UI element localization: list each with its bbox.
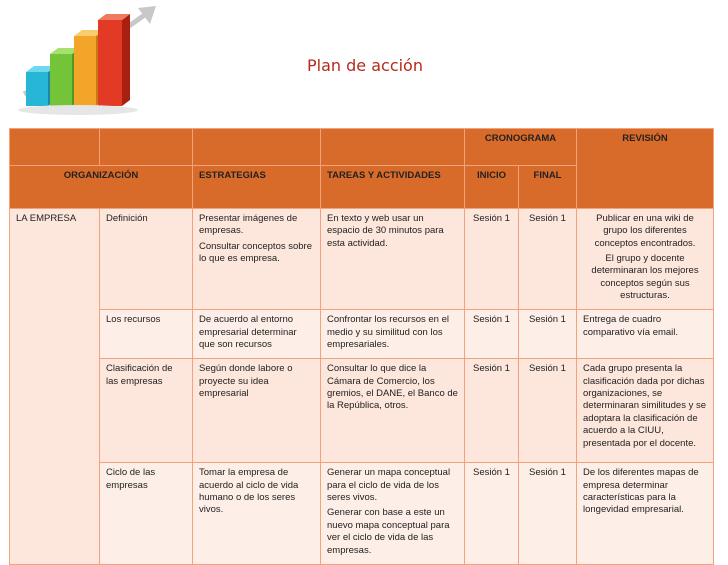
estrategias-header: ESTRATEGIAS bbox=[193, 166, 321, 209]
inicio-cell: Sesión 1 bbox=[465, 310, 519, 359]
inicio-header: INICIO bbox=[465, 166, 519, 209]
task-line: Consultar lo que dice la Cámara de Comercio, los gremios, el DANE, el Banco de la República, otros. bbox=[327, 363, 458, 412]
table-row bbox=[10, 463, 714, 564]
subtopic-cell: Definición bbox=[100, 209, 193, 310]
revision-line: Cada grupo presenta la clasificación dada por dichas organizaciones, se determinaran similitudes y se adoptara la clasificación de acuerdo a la CIUU, presentada por el docente. bbox=[583, 363, 707, 449]
strategy-line: Presentar imágenes de empresas. bbox=[199, 213, 298, 237]
organizacion-header: ORGANIZACIÓN bbox=[10, 166, 193, 209]
revision-line: De los diferentes mapas de empresa determinar características para la longevidad empresarial. bbox=[583, 467, 699, 516]
revision-cell bbox=[577, 359, 714, 463]
strategy-cell bbox=[193, 359, 321, 463]
strategy-line: De acuerdo al entorno empresarial determinar que son recursos bbox=[199, 314, 297, 351]
inicio-cell: Sesión 1 bbox=[465, 359, 519, 463]
table-row bbox=[10, 209, 714, 310]
inicio-cell: Sesión 1 bbox=[465, 463, 519, 564]
tareas-header: TAREAS Y ACTIVIDADES bbox=[321, 166, 465, 209]
strategy-cell bbox=[193, 310, 321, 359]
strategy-line: Consultar conceptos sobre lo que es empresa. bbox=[199, 240, 313, 265]
subtopic-cell: Los recursos bbox=[100, 310, 193, 359]
task-line: Generar un mapa conceptual para el ciclo de vida de los seres vivos. bbox=[327, 467, 451, 504]
final-cell: Sesión 1 bbox=[519, 209, 577, 310]
strategy-line: Según donde labore o proyecte su idea empresarial bbox=[199, 363, 293, 400]
company-cell: LA EMPRESA bbox=[10, 209, 100, 565]
subtopic-cell: Ciclo de las empresas bbox=[100, 463, 193, 564]
revision-line: Entrega de cuadro comparativo vía email. bbox=[583, 314, 679, 338]
inicio-cell: Sesión 1 bbox=[465, 209, 519, 310]
revision-header: REVISIÓN bbox=[577, 129, 714, 209]
strategy-cell bbox=[193, 463, 321, 564]
revision-cell bbox=[577, 310, 714, 359]
tasks-cell bbox=[321, 310, 465, 359]
task-line: Confrontar los recursos en el medio y su similitud con los empresariales. bbox=[327, 314, 449, 351]
final-cell: Sesión 1 bbox=[519, 359, 577, 463]
final-header: FINAL bbox=[519, 166, 577, 209]
revision-line: El grupo y docente determinaran los mejores conceptos según sus estructuras. bbox=[591, 253, 699, 302]
revision-cell bbox=[577, 463, 714, 564]
revision-line: Publicar en una wiki de grupo los diferentes conceptos encontrados. bbox=[594, 213, 696, 249]
table-row bbox=[10, 310, 714, 359]
page-title: Plan de acción bbox=[307, 56, 423, 75]
final-cell: Sesión 1 bbox=[519, 310, 577, 359]
final-cell: Sesión 1 bbox=[519, 463, 577, 564]
subtopic-cell: Clasificación de las empresas bbox=[100, 359, 193, 463]
tasks-cell bbox=[321, 359, 465, 463]
revision-cell bbox=[577, 209, 714, 310]
tasks-cell bbox=[321, 463, 465, 564]
cronograma-header: CRONOGRAMA bbox=[465, 129, 577, 166]
task-line: Generar con base a este un nuevo mapa conceptual para ver el ciclo de vida de las empresas. bbox=[327, 507, 450, 556]
task-line: En texto y web usar un espacio de 30 minutos para esta actividad. bbox=[327, 213, 444, 249]
table-row bbox=[10, 359, 714, 463]
action-plan-table bbox=[9, 128, 714, 565]
tasks-cell bbox=[321, 209, 465, 310]
strategy-cell bbox=[193, 209, 321, 310]
header-row-1 bbox=[10, 129, 714, 166]
strategy-line: Tomar la empresa de acuerdo al ciclo de vida humano o de los seres vivos. bbox=[199, 467, 299, 516]
bar-chart-icon bbox=[6, 2, 166, 120]
